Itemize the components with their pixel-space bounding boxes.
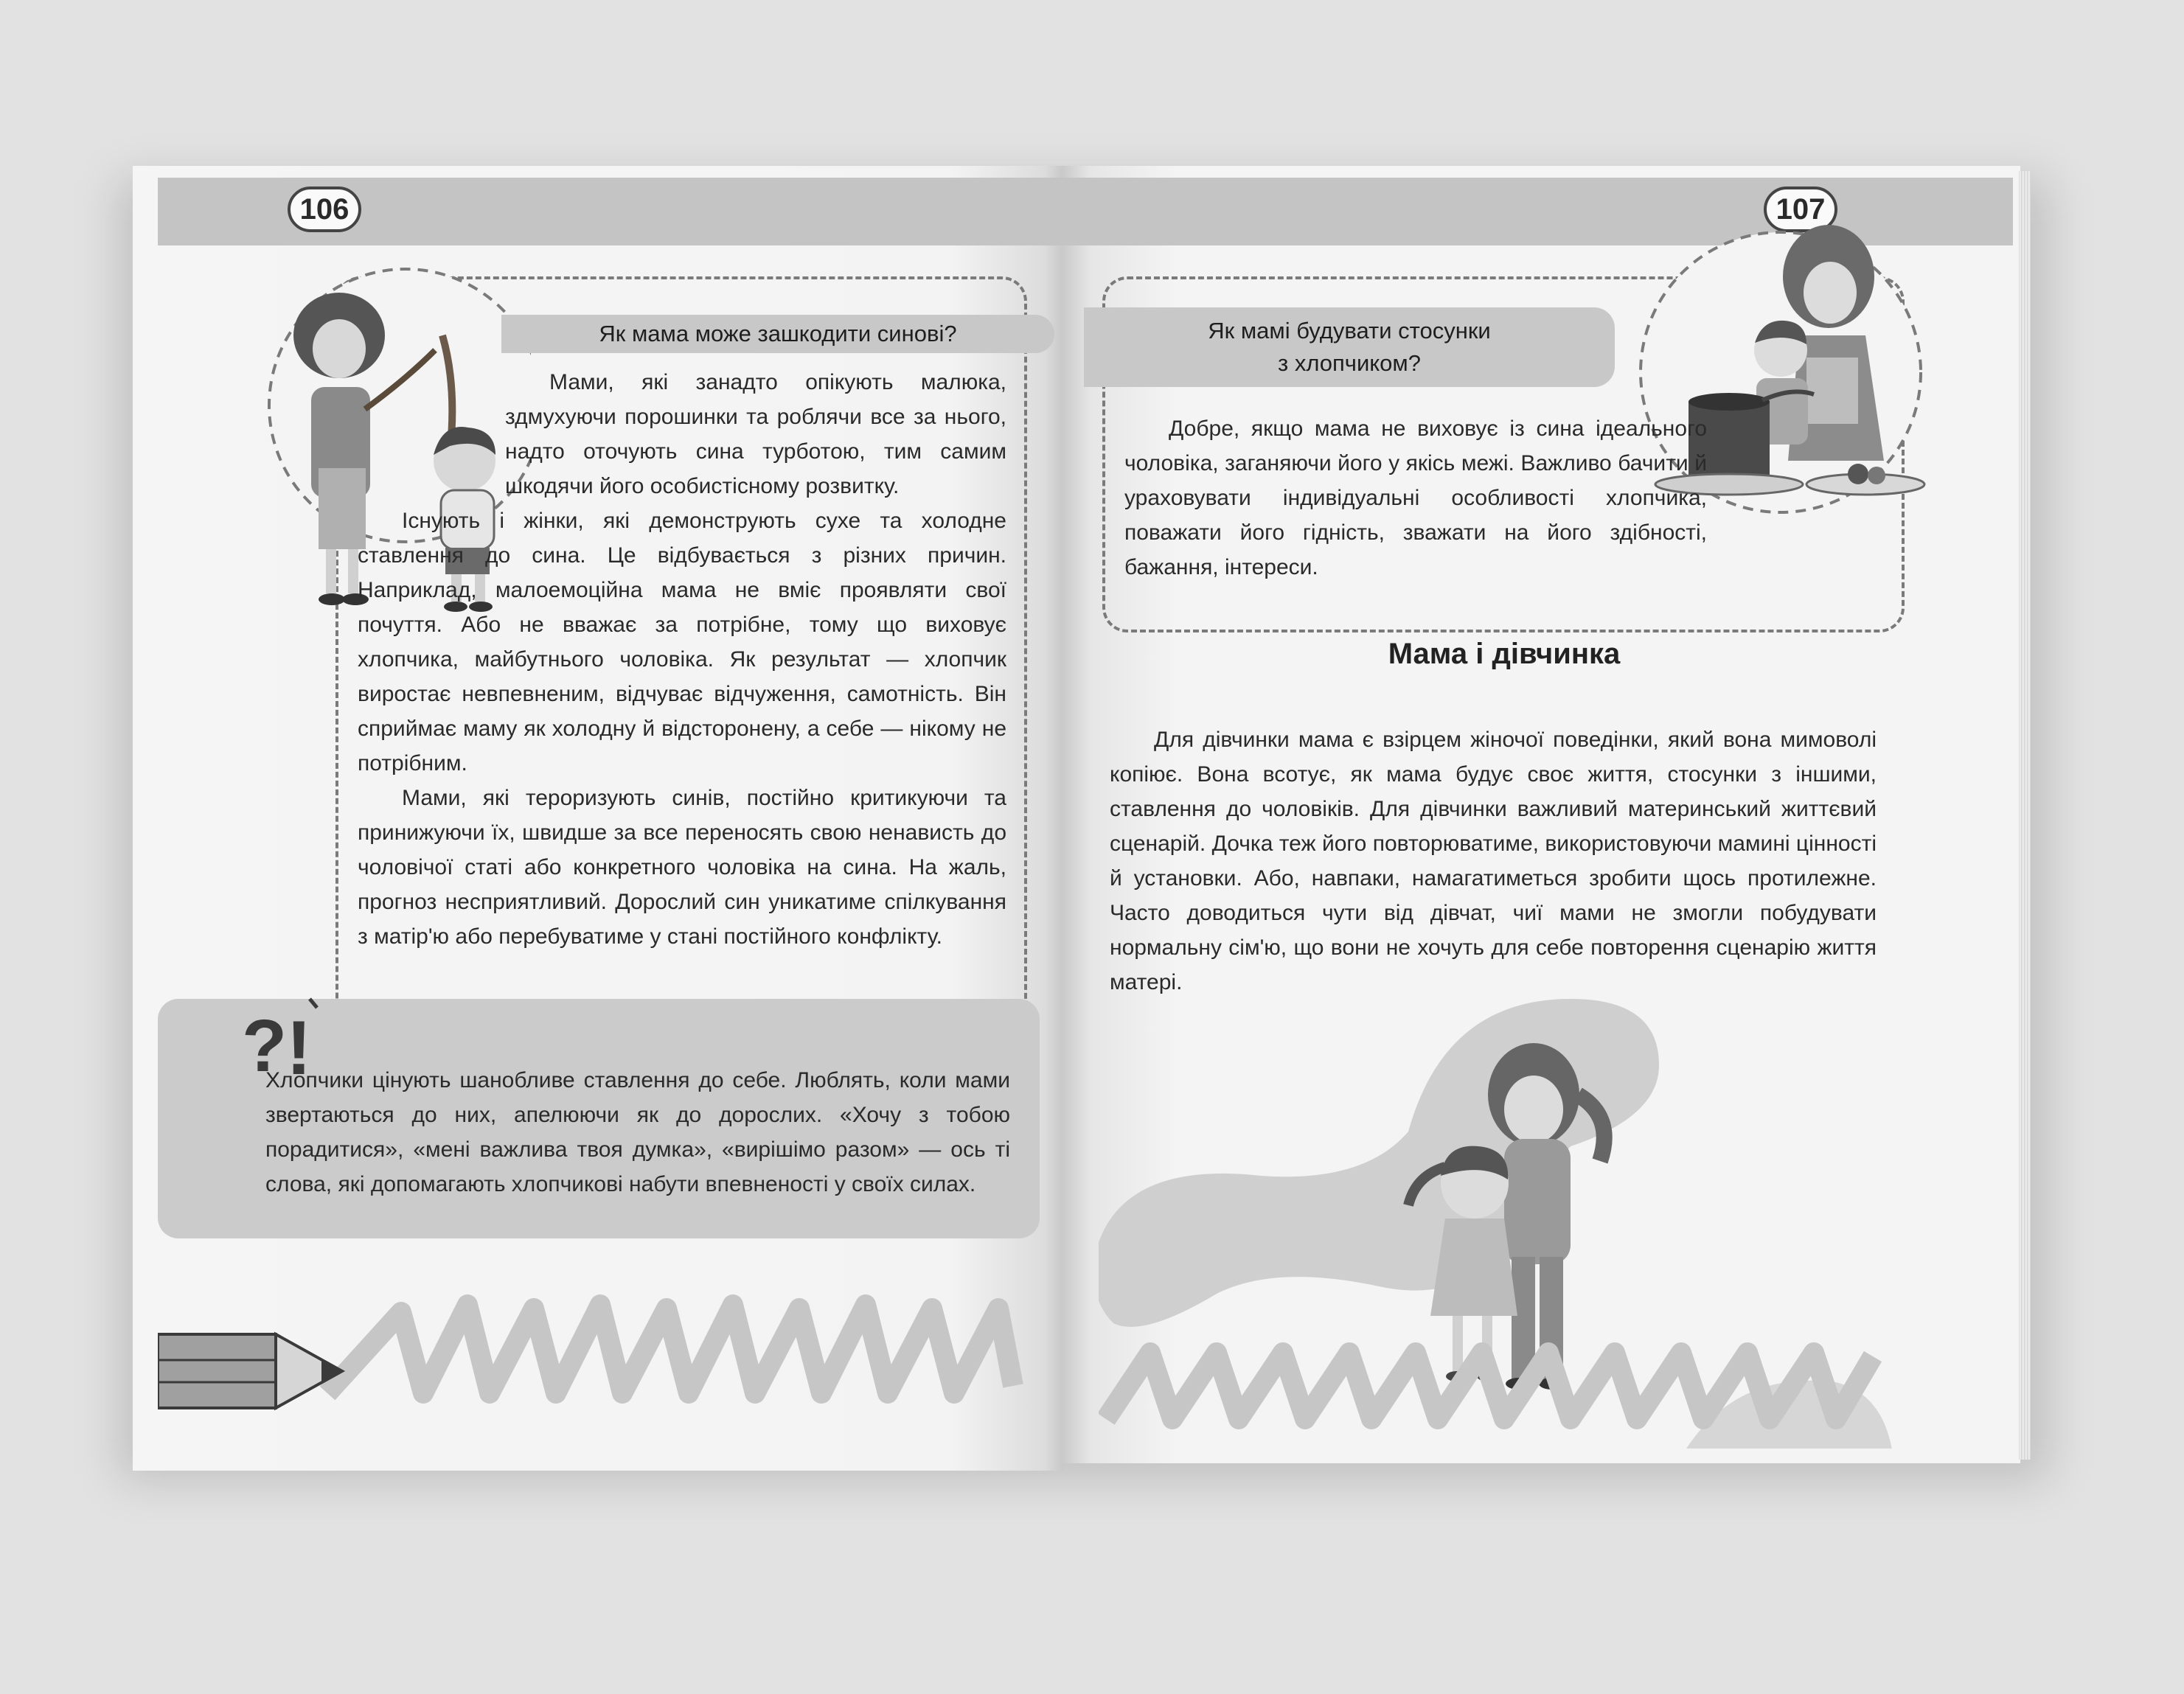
main-paragraph-text: Для дівчинки мама є взірцем жіночої поведінки, який вона мимоволі копіює. Вона всотує, як мама будує своє життя, стосунки з іншими, ставлення до чоловіків. Для дівчинки важливий материнський життєвий сценарій. Дочка теж його повторюватиме, використовуючи мамині цінності й установки. Або, навпаки, намагатиметься зробити щось протилежне. Часто доводиться чути від дівчат, чиї мами не змогли побудувати нормальну сім'ю, що вони не хочуть для себе повторення сценарію життя матері.	[1110, 728, 1877, 994]
box-paragraph	[1124, 411, 1707, 585]
page-edges	[2019, 171, 2031, 1460]
page-number: 107	[1764, 187, 1837, 232]
pencil-icon	[158, 1334, 342, 1408]
page-number: 106	[288, 187, 361, 232]
right-page	[1062, 166, 2020, 1463]
section-title-line-2: з хлопчиком?	[1278, 350, 1421, 376]
section-title-line-1: Як мамі будувати стосунки	[1208, 318, 1491, 344]
left-page	[133, 166, 1063, 1471]
heading: Мама і дівчинка	[1388, 638, 1621, 670]
svg-text:?: ?	[242, 1005, 288, 1087]
section-title: Як мама може зашкодити синові?	[501, 315, 1054, 353]
paragraph-2-3	[358, 503, 1006, 954]
paragraph-2-text: Існують і жінки, які демонструють сухе та холодне ставлення до сина. Це відбувається з різних причин. Наприклад, малоемоційна мама не вміє проявляти свої почуття. Або не вважає за потрібне, тому що виховує хлопчика, майбутнього чоловіка. Як результат — хлопчик виростає невпевненим, відчуває відчуження, самотність. Він сприймає маму як холодну й відсторонену, а себе — нікому не потрібним.	[358, 509, 1006, 775]
pencil-scribble-decoration	[158, 1290, 1043, 1437]
section-title	[1084, 307, 1615, 387]
svg-text:!: !	[286, 1005, 312, 1087]
box-paragraph-text: Добре, якщо мама не виховує із сина ідеального чоловіка, заганяючи його у якісь межі. Важливо бачити й ураховувати індивідуальні особливості хлопчика, поважати його гідність, зважати на його здібності, бажання, інтереси.	[1124, 416, 1707, 579]
scribble-decoration	[1099, 1338, 1895, 1434]
paragraph-1-text: Мами, які занадто опікують малюка, здмухуючи порошинки та роблячи все за нього, надто оточують сина турботою, тим самим шкодячи його особистісному розвитку.	[505, 370, 1006, 498]
tip-text: Хлопчики цінують шанобливе ставлення до себе. Люблять, коли мами звертаються до них, апелюючи як до дорослих. «Хочу з тобою порадитися», «мені важлива твоя думка», «вирішімо разом» — ось ті слова, які допомагають хлопчикові набути впевненості у своїх силах.	[265, 1068, 1010, 1196]
paragraph-1	[505, 365, 1006, 503]
paragraph-3-text: Мами, які тероризують синів, постійно критикуючи та принижуючи їх, швидше за все переносять свою ненависть до чоловічої статі або конкретного чоловіка на сина. На жаль, прогноз несприятливий. Дорослий син уникатиме спілкування з матір'ю або перебуватиме у стані постійного конфлікту.	[358, 786, 1006, 949]
main-paragraph	[1110, 722, 1877, 1000]
